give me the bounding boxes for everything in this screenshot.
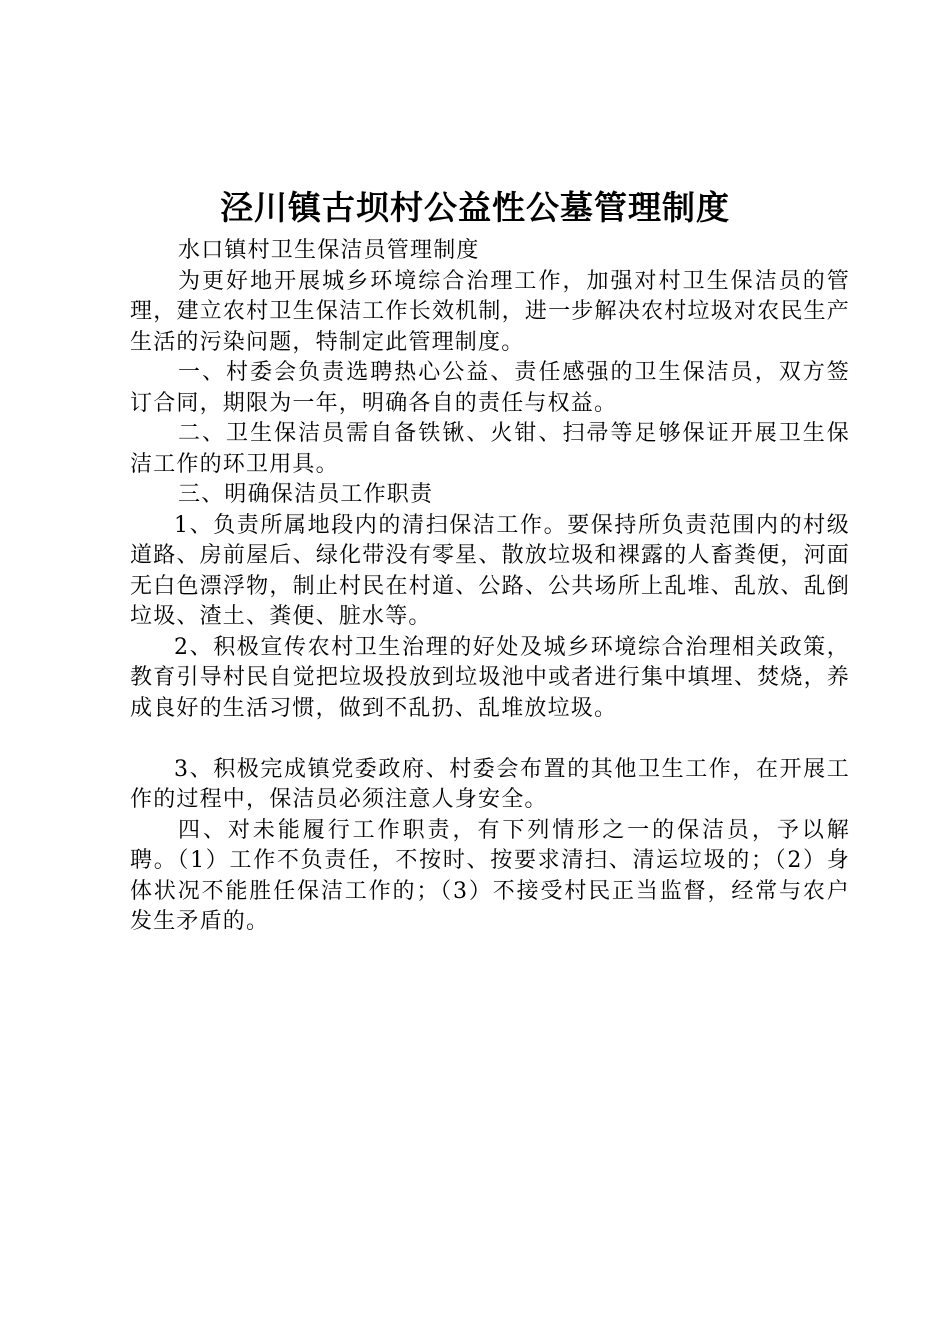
section-two-paragraph: 二、卫生保洁员需自备铁锹、火钳、扫帚等足够保证开展卫生保洁工作的环卫用具。 bbox=[130, 421, 850, 477]
duty-item-2: 2、积极宣传农村卫生治理的好处及城乡环境综合治理相关政策，教育引导村民自觉把垃圾投放到垃圾池中或者进行集中填埋、焚烧，养成良好的生活习惯，做到不乱扔、乱堆放垃圾。 bbox=[130, 634, 850, 721]
document-title: 泾川镇古坝村公益性公墓管理制度 bbox=[220, 188, 730, 227]
document-body bbox=[130, 236, 850, 938]
intro-paragraph: 为更好地开展城乡环境综合治理工作，加强对村卫生保洁员的管理，建立农村卫生保洁工作长效机制，进一步解决农村垃圾对农民生产生活的污染问题，特制定此管理制度。 bbox=[130, 268, 850, 355]
duty-item-1: 1、负责所属地段内的清扫保洁工作。要保持所负责范围内的村级道路、房前屋后、绿化带没有零星、散放垃圾和裸露的人畜粪便，河面无白色漂浮物，制止村民在村道、公路、公共场所上乱堆、乱放、乱倒垃圾、渣土、粪便、脏水等。 bbox=[130, 512, 850, 629]
subtitle-paragraph: 水口镇村卫生保洁员管理制度 bbox=[178, 238, 480, 263]
section-four-paragraph: 四、对未能履行工作职责，有下列情形之一的保洁员，予以解聘。（1）工作不负责任，不按时、按要求清扫、清运垃圾的；（2）身体状况不能胜任保洁工作的；（3）不接受村民正当监督，经常与农户发生矛盾的。 bbox=[130, 817, 850, 934]
duty-item-3: 3、积极完成镇党委政府、村委会布置的其他卫生工作，在开展工作的过程中，保洁员必须注意人身安全。 bbox=[130, 756, 850, 812]
section-one-paragraph: 一、村委会负责选聘热心公益、责任感强的卫生保洁员，双方签订合同，期限为一年，明确各自的责任与权益。 bbox=[130, 360, 850, 416]
section-three-heading: 三、明确保洁员工作职责 bbox=[178, 482, 434, 507]
